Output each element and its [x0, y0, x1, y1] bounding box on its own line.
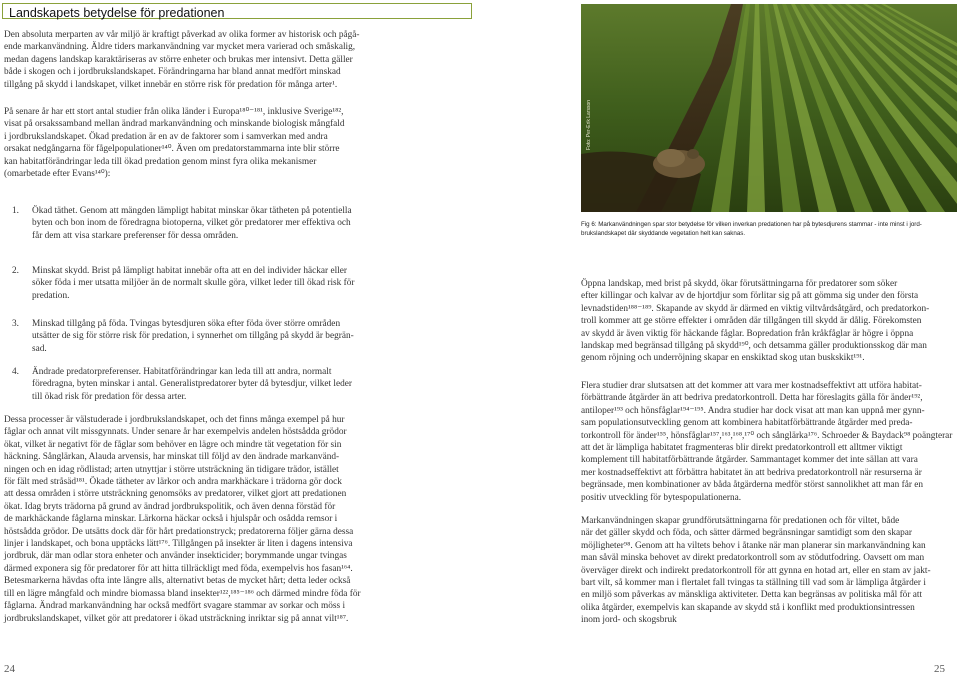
text-line: jordbruk, där man odlar stora enheter och använder insekticider; borymmande ungar tvingas	[4, 551, 347, 562]
text-line: ningen och en idag rödlistad; arten utnyttjar i större utsträckning än tidigare trädor, istället	[4, 464, 339, 475]
text-line: när det gäller skydd och föda, och sätter därmed begränsningar samtidigt som den skapar	[581, 528, 912, 539]
text-line: orsakat nedgångarna för fågelpopulationer¹⁴⁰. Även om predatorstammarna inte blir större	[4, 144, 340, 155]
list-number: 2.	[12, 266, 19, 276]
farmland-paragraph	[4, 414, 361, 625]
text-line: bart vilt, så kommer man i flertalet fall tvingas ta ställning till vad som är lämpliga åtgärder i	[581, 578, 926, 589]
caption-line: Fig 6: Markanvändningen spar stor betydelse för vilken inverkan predationen har på bytesdjurens stammar - inte minst i jord-	[581, 221, 922, 228]
text-line: till en lägre mångfald och mindre biomassa bland insekter¹²²,¹⁸⁵⁻¹⁸⁶ och därmed mindre föda för	[4, 588, 361, 599]
text-line: linjer i landskapet, och bona upptäcks lätt¹⁷⁶. Tillgången på insekter är liten i dagens intensiva	[4, 539, 353, 550]
text-line: Den absoluta merparten av vår miljö är kraftigt påverkad av olika former av historisk och pågå-	[4, 30, 360, 40]
text-line: olika åtgärder, exempelvis kan skapande av skydd stå i konflikt med produktionsintressen	[581, 602, 915, 613]
figure-caption	[581, 220, 951, 238]
text-line: predation.	[32, 290, 70, 301]
text-line: visat på orsakssamband mellan ändrad markanvändning och minskande biologisk mångfald	[4, 119, 345, 130]
list-text	[32, 205, 352, 242]
text-line: landskap med begränsad tillgång på skydd¹⁹⁰, och detsamma gäller produktionsskog där man	[581, 341, 927, 352]
text-line: torkontroll för änder¹⁵⁵, hönsfåglar¹⁵⁷,¹⁶³,¹⁶⁸,¹⁷⁰ och sånglärka¹⁷⁶. Schroeder & Baydack⁹⁸ poängterar	[581, 430, 953, 441]
text-line: Ökad täthet. Genom att mängden lämpligt habitat minskar ökar tätheten på potentiella	[32, 206, 352, 216]
text-line: utsätter de sig för större risk för predation, i synnerhet om tillgång på skydd är begrän-	[32, 331, 354, 342]
list-number: 4.	[12, 367, 19, 377]
text-line: genom röjning och underröjning skapar en enskiktad skog utan buskskikt¹⁹¹.	[581, 353, 865, 364]
field-photo	[581, 4, 957, 212]
text-line: begränsade, men kombinationer av båda åtgärderna medför störst sannolikhet att man får en	[581, 480, 924, 491]
text-line: levnadstiden¹⁸⁸⁻¹⁸⁹. Skapande av skydd är därmed en viktig viltvårdsåtgärd, och predatorkon-	[581, 303, 930, 314]
text-line: ökat, vilket är negativt för de fåglar som behöver en lägre och mindre tät vegetation för sin	[4, 439, 342, 450]
text-line: jordbrukslandskapet, vilket gör att predatorer i ökad utsträckning inriktar sig på annat vilt¹⁸⁷.	[4, 613, 349, 624]
text-line: sam populationsutveckling genom att kombinera habitatförbättrande åtgärder med preda-	[581, 418, 913, 429]
text-line: ende markanvändning. Äldre tiders markanvändning var mycket mera varierad och småskalig,	[4, 42, 356, 53]
page-number-right: 25	[934, 663, 945, 675]
text-line: Minskat skydd. Brist på lämpligt habitat innebär ofta att en del individer häckar eller	[32, 266, 347, 276]
text-line: fåglarna. Ändrad markanvändning har också medfört svagare stammar av sorkar och möss i	[4, 601, 346, 612]
land-use-paragraph	[581, 515, 931, 627]
text-line: troll kommer att ge större effekter i områden där tillgången till skydd är dålig. Förekomsten	[581, 316, 922, 327]
text-line: möjligheter⁹⁸. Genom att ha viltets behov i åtanke när man planerar sin markanvändning kan	[581, 540, 926, 551]
field-photo-image	[581, 4, 957, 212]
text-line: Minskad tillgång på föda. Tvingas bytesdjuren söka efter föda över större områden	[32, 319, 341, 329]
open-landscape-paragraph	[581, 278, 929, 365]
text-line: i jordbrukslandskapet. Ökad predation är en av de faktorer som i samverkan med andra	[4, 131, 328, 142]
text-line: en miljö som påverkas av mänskliga aktiviteter. Detta kan begränsas av politiska mål för att	[581, 590, 923, 601]
text-line: Flera studier drar slutsatsen att det kommer att vara mer kostnadseffektivt att utföra habitat-	[581, 381, 922, 391]
text-line: söker föda i mer utsatta miljöer än de normalt skulle göra, vilket leder till ökad risk för	[32, 278, 355, 289]
text-line: Öppna landskap, med brist på skydd, ökar förutsättningarna för predatorer som söker	[581, 279, 898, 289]
text-line: de markhäckande fåglarna minskar. Lärkorna häckar också i hjulspår och osådda remsor i	[4, 514, 338, 525]
caption-line: brukslandskapet där skyddande vegetation helt kan saknas.	[581, 230, 746, 237]
list-number: 3.	[12, 319, 19, 329]
text-line: till ökad risk för predation för dessa arter.	[32, 391, 187, 402]
cost-effectiveness-paragraph	[581, 380, 952, 504]
list-number: 1.	[12, 206, 19, 216]
studies-paragraph	[4, 106, 345, 180]
text-line: kan habitatförändringar leda till ökad predation genom minst fyra olika mekanismer	[4, 156, 317, 167]
text-line: Ändrade predatorpreferenser. Habitatförändringar kan leda till att andra, normalt	[32, 367, 332, 377]
text-line: mer kostnadseffektivt att förbättra habitatet än att bedriva predatorkontroll när resurserna är	[581, 467, 922, 478]
text-line: komplement till habitatförbättrande åtgärder. Sammantaget kommer det inte sällan att vara	[581, 455, 918, 466]
text-line: sad.	[32, 343, 47, 354]
text-line: för fält med stråsäd¹⁸¹. Ökade tätheter av lärkor och andra markhäckare i trädorna gör dock	[4, 477, 342, 488]
list-text	[32, 265, 354, 302]
text-line: av skydd är även viktig för häckande fåglar. Bopredation från kråkfåglar är högre i öppna	[581, 328, 914, 339]
text-line: Markanvändningen skapar grundförutsättningarna för predationen och för viltet, både	[581, 516, 900, 526]
text-line: inom jord- och skogsbruk	[581, 615, 677, 626]
text-line: man såväl minska behovet av direkt predatorkontroll som av stödutfodring. Oavsett om man	[581, 553, 925, 564]
page-number-left: 24	[4, 663, 15, 675]
text-line: efter killingar och kalvar av de hjortdjur som förlitar sig på att gömma sig under den första	[581, 291, 919, 302]
text-line: tillgång på skydd i landskapet, vilket innebär en större risk för predation för många arter¹.	[4, 79, 338, 90]
text-line: positiv utveckling för bytespopulationerna.	[581, 492, 742, 503]
text-line: antiloper¹⁹³ och hönsfåglar¹⁹⁴⁻¹⁹⁵. Andra studier har dock visat att man kan uppnå mer gynn-	[581, 405, 925, 416]
text-line: (omarbetade efter Evans¹⁴⁰):	[4, 169, 111, 180]
text-line: föredragna, byten minskar i antal. Generalistpredatorer byter då bytesdjur, vilket leder	[32, 379, 352, 390]
text-line: att det är lämpliga habitatet fragmenteras blir direkt predatorkontroll ett alltmer viktigt	[581, 443, 903, 454]
text-line: Dessa processer är välstuderade i jordbrukslandskapet, och det finns många exempel på hur	[4, 415, 345, 425]
text-line: höstsådda grödor. De utsätts dock där för hårt predationstryck; predatorerna följer gärna dessa	[4, 526, 354, 537]
text-line: byten och bon inom de föredragna biotoperna, vilket gör predatorer mer effektiva och	[32, 218, 351, 229]
text-line: medan dagens landskap karaktäriseras av större enheter och brukas mer intensivt. Detta gäller	[4, 54, 353, 65]
text-line: förbättrande åtgärder än att bedriva predatorkontroll. Detta har föreslagits gälla för änder¹⁹²,	[581, 393, 923, 404]
section-heading: Landskapets betydelse för predationen	[9, 6, 225, 20]
text-line: På senare år har ett stort antal studier från olika länder i Europa¹⁸⁰⁻¹⁸¹, inklusive Sverige¹⁸²,	[4, 107, 344, 117]
list-text	[32, 318, 354, 355]
section-heading-box	[2, 3, 472, 19]
photo-credit: Foto: Per-Erik Larsson	[586, 99, 592, 150]
text-line: att dessa områden i större utsträckning genomsöks av predatorer, vilket gjort att predationen	[4, 489, 347, 500]
text-line: överväger direkt och indirekt predatorkontroll för att gynna en hotad art, eller en stam av jakt-	[581, 565, 931, 576]
text-line: får dem att visa starkare preferenser för dessa områden.	[32, 230, 239, 241]
text-line: Betesmarkerna hävdas ofta inte längre alls, alternativt betas de mycket hårt; detta leder också	[4, 576, 351, 587]
text-line: både i skogen och i jordbrukslandskapet. Förändringarna har bland annat medfört minskad	[4, 67, 341, 78]
text-line: fåglar och annat vilt missgynnats. Under senare år har exempelvis andelen höstsådda grödor	[4, 427, 347, 438]
text-line: häckning. Sånglärkan, Alauda arvensis, har minskat till följd av den ändrade markanvänd-	[4, 452, 340, 463]
text-line: därmed exponera sig för predatorer för att hitta tillräckligt med föda, exempelvis hos fasan¹⁶⁴.	[4, 563, 353, 574]
list-text	[32, 366, 352, 403]
text-line: ökat. Idag bryts trädorna på grund av ändrad jordbrukspolitik, och även denna förstäd för	[4, 501, 336, 512]
intro-paragraph	[4, 29, 359, 91]
